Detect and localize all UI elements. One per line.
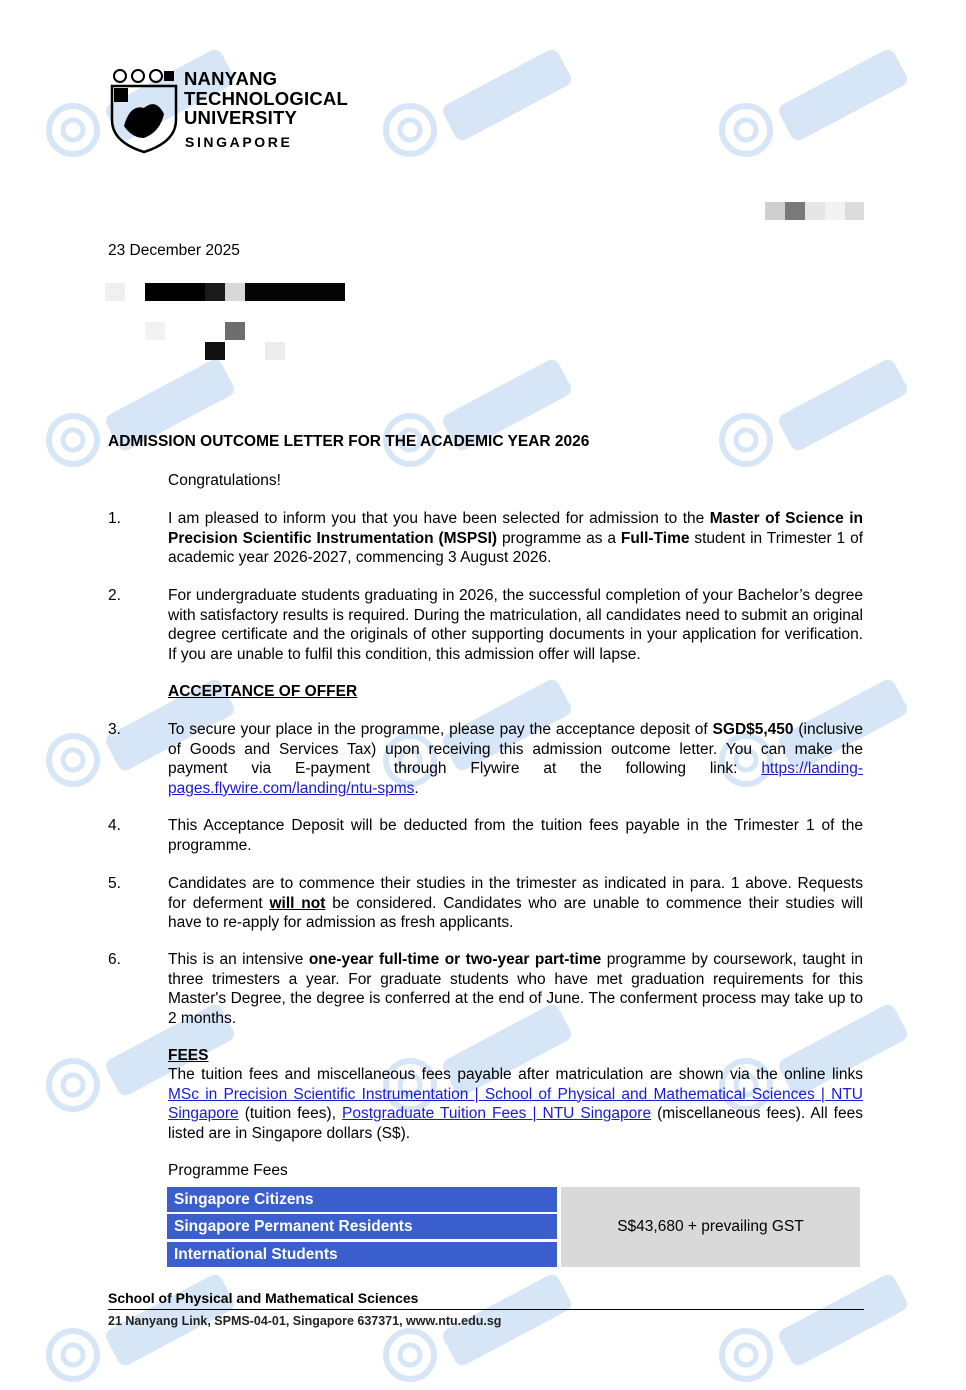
para-number: 1.	[108, 510, 121, 527]
p1-text-c: programme as a	[497, 529, 621, 547]
letter-date: 23 December 2025	[108, 242, 240, 259]
redaction-block	[805, 202, 825, 220]
paragraph-1	[168, 509, 863, 568]
p6-text-c: programme by coursework, taught in three trimesters a year. For graduate students who have met graduation requirements for this Master's Degree, the degree is conferred at the end of June. The conferment process may take up to 2 months.	[168, 951, 863, 1027]
redaction-block	[765, 202, 785, 220]
university-name-line2: TECHNOLOGICAL	[184, 88, 348, 109]
fee-row-permanent-residents: Singapore Permanent Residents	[167, 1214, 557, 1239]
footer-divider	[108, 1309, 864, 1310]
redaction-block	[225, 283, 245, 301]
redaction-block	[845, 202, 864, 220]
p3-text-a: To secure your place in the programme, please pay the acceptance deposit of	[168, 721, 713, 738]
fee-amount-cell	[561, 1187, 860, 1267]
paragraph-6	[168, 950, 863, 1028]
redaction-block	[145, 283, 205, 301]
redaction-block	[825, 202, 845, 220]
watermark-logo	[718, 35, 918, 165]
p6-text-a: This is an intensive	[168, 951, 309, 968]
p1-text-a: I am pleased to inform you that you have been selected for admission to the	[168, 510, 710, 527]
redaction-block	[225, 322, 245, 340]
university-name-line3: UNIVERSITY	[184, 107, 298, 128]
programme-fees-label: Programme Fees	[168, 1162, 288, 1179]
fee-row-international-students: International Students	[167, 1242, 557, 1267]
paragraph-2: For undergraduate students graduating in 2026, the successful completion of your Bachelor’s degree with satisfactory results is required. During the matriculation, all candidates need to submit an original degree certificate and the originals of other supporting documents in your application for verification. If you are unable to fulfil this condition, this admission offer will lapse.	[168, 587, 863, 663]
para-number: 6.	[108, 951, 121, 968]
redaction-block	[145, 322, 165, 340]
flywire-payment-link[interactable]: https://landing-pages.flywire.com/landing/ntu-spms	[168, 760, 863, 797]
paragraph-3	[168, 720, 863, 798]
fees-paragraph	[168, 1065, 863, 1143]
p5-text-c: be considered. Candidates who are unable to commence their studies will have to re-apply for admission as fresh applicants.	[168, 894, 863, 931]
fee-row-singapore-citizens: Singapore Citizens	[167, 1187, 557, 1212]
p5-text-a: Candidates are to commence their studies in the trimester as indicated in para. 1 above. Requests for deferment	[168, 875, 863, 912]
watermark-logo	[718, 345, 918, 475]
redaction-block	[245, 283, 345, 301]
footer-address: 21 Nanyang Link, SPMS-04-01, Singapore 637371, www.ntu.edu.sg	[108, 1314, 502, 1328]
para-number: 5.	[108, 875, 121, 892]
redaction-block	[105, 283, 125, 301]
tuition-fees-link[interactable]: MSc in Precision Scientific Instrumentation | School of Physical and Mathematical Sciences | NTU Singapore	[168, 1085, 863, 1122]
redaction-block	[205, 283, 225, 301]
footer-school-name: School of Physical and Mathematical Sciences	[108, 1290, 419, 1306]
redaction-block	[785, 202, 805, 220]
greeting: Congratulations!	[168, 472, 281, 489]
watermark-logo	[718, 1260, 918, 1390]
university-name-line4: SINGAPORE	[185, 134, 293, 150]
para-number: 3.	[108, 721, 121, 738]
p3-text-d: .	[414, 779, 419, 797]
misc-fees-link[interactable]: Postgraduate Tuition Fees | NTU Singapore	[342, 1105, 652, 1122]
paragraph-4: This Acceptance Deposit will be deducted from the tuition fees payable in the Trimester 1 of the programme.	[168, 817, 863, 854]
redaction-block	[205, 342, 225, 360]
fee-amount: S$43,680 + prevailing GST	[617, 1218, 804, 1235]
fees-text-c: (miscellaneous fees). All fees listed are in Singapore dollars (S$).	[168, 1105, 863, 1142]
p3-text-c: (inclusive of Goods and Services Tax) upon receiving this admission outcome letter. You can make the payment via E-payment through Flywire at the following link:	[168, 721, 863, 777]
p1-text-e: student in Trimester 1 of academic year 2026-2027, commencing 3 August 2026.	[168, 529, 864, 566]
programme-name: Master of Science in Precision Scientific Instrumentation (MSPSI)	[168, 510, 863, 547]
study-mode: Full-Time	[620, 529, 690, 547]
university-name-line1: NANYANG	[184, 68, 278, 89]
ntu-crest-logo	[110, 68, 178, 154]
deposit-amount: SGD$5,450	[712, 721, 794, 738]
fees-text-b: (tuition fees),	[238, 1105, 343, 1122]
watermark-logo	[45, 345, 245, 475]
redaction-block	[265, 342, 285, 360]
will-not-emphasis: will not	[269, 894, 326, 912]
acceptance-heading: ACCEPTANCE OF OFFER	[168, 683, 358, 700]
para-number: 4.	[108, 817, 121, 834]
fees-text-a: The tuition fees and miscellaneous fees payable after matriculation are shown via the online links	[168, 1066, 863, 1083]
paragraph-5	[168, 874, 863, 933]
letter-title: ADMISSION OUTCOME LETTER FOR THE ACADEMIC YEAR 2026	[108, 433, 590, 450]
para-number: 2.	[108, 587, 121, 604]
programme-duration: one-year full-time or two-year part-time	[308, 951, 602, 968]
watermark-logo	[382, 345, 582, 475]
fees-heading: FEES	[168, 1047, 209, 1064]
watermark-logo	[382, 35, 582, 165]
